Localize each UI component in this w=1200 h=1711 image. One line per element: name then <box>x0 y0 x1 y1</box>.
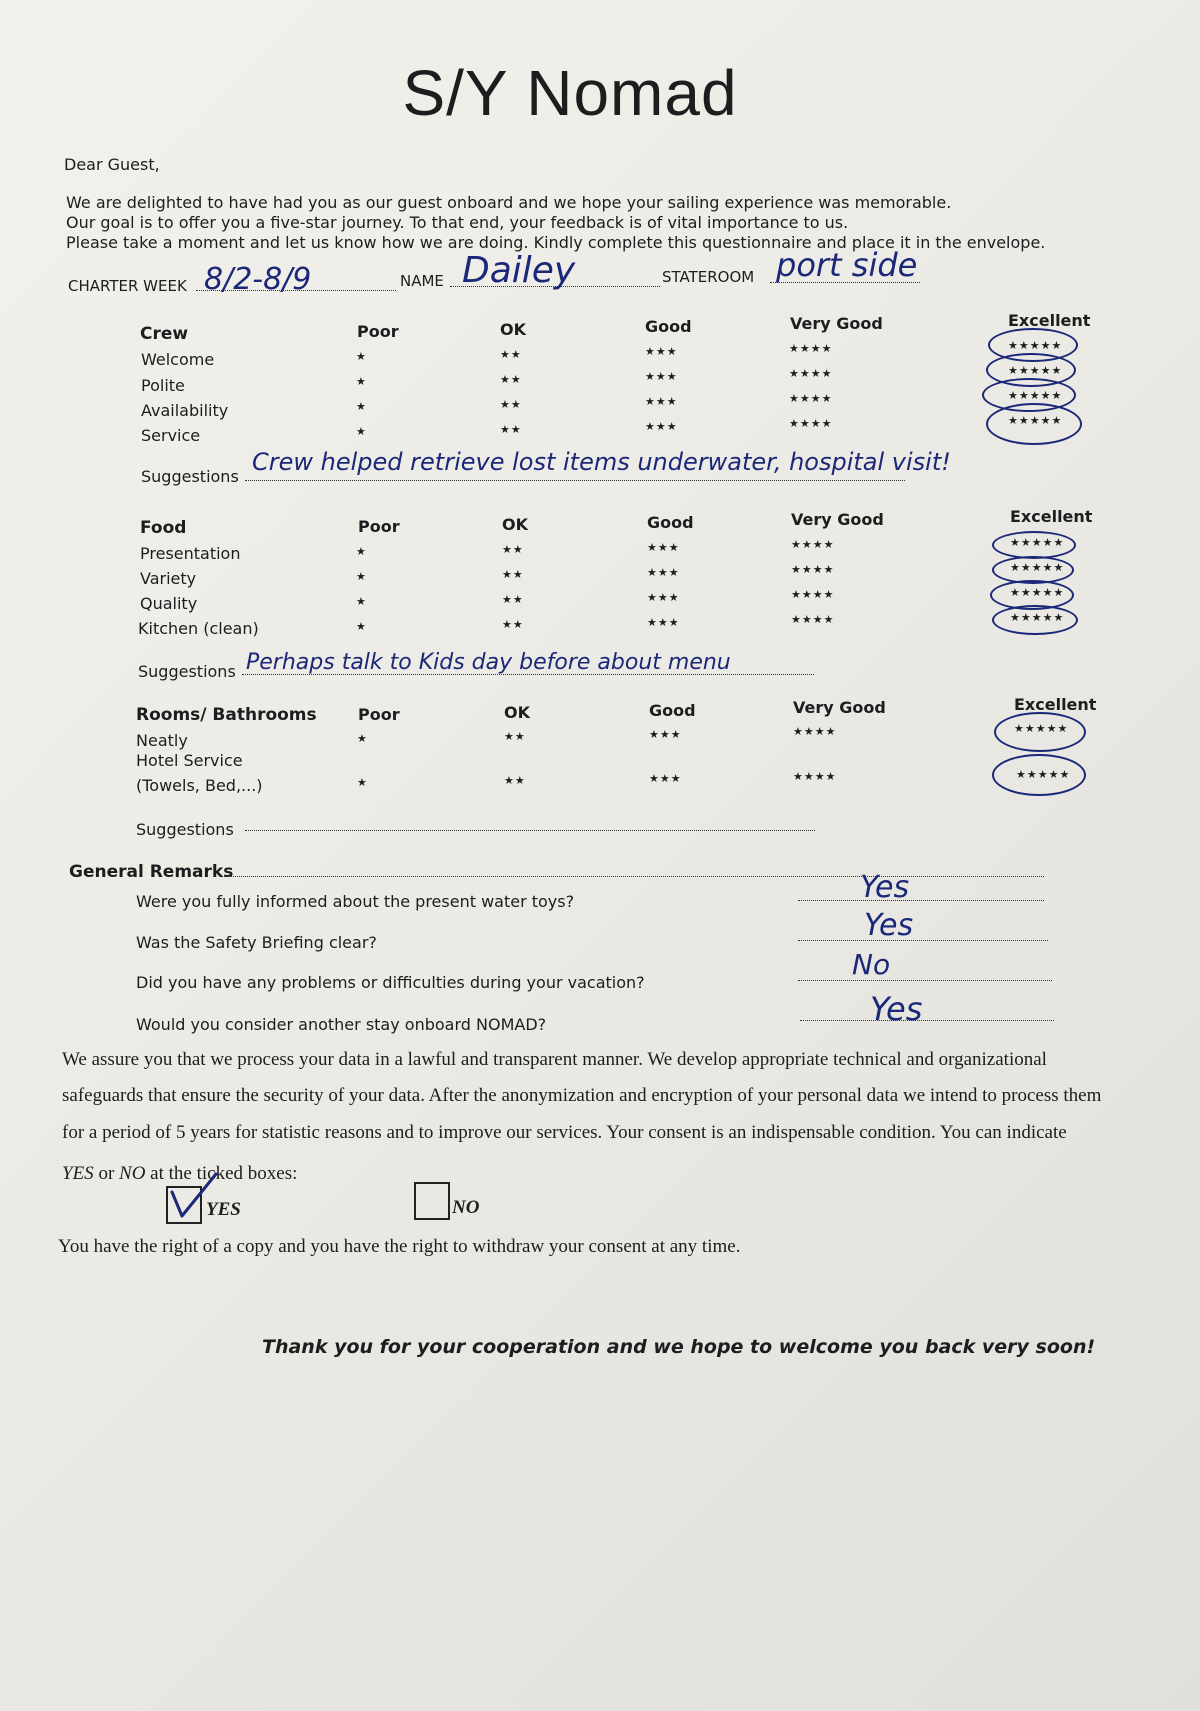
food-kitchen-selection-circle <box>992 605 1078 635</box>
food-poor-header: Poor <box>358 517 400 536</box>
food-quality-excellent[interactable]: ★★★★★ <box>1010 586 1065 599</box>
stateroom-label: STATEROOM <box>662 268 755 286</box>
crew-excellent-header: Excellent <box>1008 311 1091 330</box>
rooms-good-header: Good <box>649 701 696 720</box>
rooms-hotel-service-very-good[interactable]: ★★★★ <box>793 770 837 783</box>
privacy-or-word: or <box>93 1163 120 1184</box>
crew-polite-good[interactable]: ★★★ <box>645 370 678 383</box>
rooms-hotel-service-poor[interactable]: ★ <box>357 776 368 789</box>
food-kitchen-excellent[interactable]: ★★★★★ <box>1010 611 1065 624</box>
crew-suggestions-label: Suggestions <box>141 467 239 486</box>
rooms-item-neatly: Neatly <box>136 731 188 750</box>
crew-availability-excellent[interactable]: ★★★★★ <box>1008 389 1063 402</box>
privacy-ticked-boxes-text: at the ticked boxes: <box>145 1163 298 1184</box>
crew-ok-header: OK <box>500 320 526 339</box>
food-variety-ok[interactable]: ★★ <box>502 568 524 581</box>
general-answer-line-stay-again <box>800 1020 1054 1021</box>
food-variety-very-good[interactable]: ★★★★ <box>791 563 835 576</box>
general-question-safety-briefing: Was the Safety Briefing clear? <box>136 933 377 952</box>
food-suggestions-label: Suggestions <box>138 662 236 681</box>
general-answer-water-toys[interactable]: Yes <box>860 870 910 905</box>
rooms-neatly-good[interactable]: ★★★ <box>649 728 682 741</box>
crew-service-selection-circle <box>986 403 1082 445</box>
general-remarks-line <box>224 876 1044 877</box>
crew-service-ok[interactable]: ★★ <box>500 423 522 436</box>
food-item-quality: Quality <box>140 594 198 613</box>
rooms-item-towels-bed: (Towels, Bed,...) <box>136 776 263 795</box>
food-good-header: Good <box>647 513 694 532</box>
crew-polite-poor[interactable]: ★ <box>356 375 367 388</box>
stateroom-field[interactable]: port side <box>776 246 918 284</box>
intro-line-1: We are delighted to have had you as our guest onboard and we hope your sailing experience was memorable. <box>66 193 952 212</box>
crew-welcome-ok[interactable]: ★★ <box>500 348 522 361</box>
crew-welcome-poor[interactable]: ★ <box>356 350 367 363</box>
crew-item-polite: Polite <box>141 376 185 395</box>
rooms-hotel-service-selection-circle <box>992 754 1086 796</box>
crew-polite-ok[interactable]: ★★ <box>500 373 522 386</box>
crew-availability-poor[interactable]: ★ <box>356 400 367 413</box>
privacy-no-word: NO <box>119 1163 146 1184</box>
rooms-hotel-service-ok[interactable]: ★★ <box>504 774 526 787</box>
general-answer-safety-briefing[interactable]: Yes <box>864 908 914 943</box>
rooms-very-good-header: Very Good <box>793 698 886 717</box>
food-presentation-poor[interactable]: ★ <box>356 545 367 558</box>
greeting: Dear Guest, <box>64 155 160 174</box>
food-variety-excellent[interactable]: ★★★★★ <box>1010 561 1065 574</box>
crew-suggestions-field[interactable]: Crew helped retrieve lost items underwater, hospital visit! <box>252 448 951 476</box>
crew-good-header: Good <box>645 317 692 336</box>
general-answer-problems[interactable]: No <box>852 948 891 981</box>
rooms-neatly-poor[interactable]: ★ <box>357 732 368 745</box>
food-quality-poor[interactable]: ★ <box>356 595 367 608</box>
food-item-presentation: Presentation <box>140 544 241 563</box>
food-kitchen-poor[interactable]: ★ <box>356 620 367 633</box>
crew-poor-header: Poor <box>357 322 399 341</box>
crew-availability-very-good[interactable]: ★★★★ <box>789 392 833 405</box>
food-presentation-ok[interactable]: ★★ <box>502 543 524 556</box>
rooms-suggestions-line <box>245 830 815 831</box>
general-question-water-toys: Were you fully informed about the present water toys? <box>136 892 575 911</box>
general-answer-line-water-toys <box>798 900 1044 901</box>
food-quality-good[interactable]: ★★★ <box>647 591 680 604</box>
crew-availability-good[interactable]: ★★★ <box>645 395 678 408</box>
food-variety-poor[interactable]: ★ <box>356 570 367 583</box>
privacy-line-1: We assure you that we process your data in a lawful and transparent manner. We develop appropriate technical and organizational <box>62 1049 1047 1070</box>
crew-welcome-good[interactable]: ★★★ <box>645 345 678 358</box>
privacy-rights: You have the right of a copy and you have the right to withdraw your consent at any time. <box>58 1236 741 1257</box>
privacy-yes-word: YES <box>62 1163 94 1184</box>
rooms-ok-header: OK <box>504 703 530 722</box>
food-presentation-good[interactable]: ★★★ <box>647 541 680 554</box>
name-field[interactable]: Dailey <box>462 250 576 291</box>
rooms-item-hotel-service: Hotel Service <box>136 751 243 770</box>
consent-no-label: NO <box>452 1197 480 1218</box>
crew-availability-ok[interactable]: ★★ <box>500 398 522 411</box>
general-question-stay-again: Would you consider another stay onboard NOMAD? <box>136 1015 547 1034</box>
privacy-line-2: safeguards that ensure the security of your data. After the anonymization and encryption of your personal data we intend to process them <box>62 1085 1102 1106</box>
food-presentation-selection-circle <box>992 531 1076 559</box>
crew-polite-very-good[interactable]: ★★★★ <box>789 367 833 380</box>
rooms-suggestions-label: Suggestions <box>136 820 234 839</box>
rooms-neatly-ok[interactable]: ★★ <box>504 730 526 743</box>
general-question-problems: Did you have any problems or difficulties during your vacation? <box>136 973 645 992</box>
crew-welcome-very-good[interactable]: ★★★★ <box>789 342 833 355</box>
food-item-variety: Variety <box>140 569 197 588</box>
general-answer-stay-again[interactable]: Yes <box>870 990 923 1028</box>
charter-week-field[interactable]: 8/2-8/9 <box>204 262 312 297</box>
crew-service-very-good[interactable]: ★★★★ <box>789 417 833 430</box>
rooms-neatly-excellent[interactable]: ★★★★★ <box>1014 722 1069 735</box>
food-presentation-very-good[interactable]: ★★★★ <box>791 538 835 551</box>
food-heading: Food <box>140 518 187 538</box>
crew-heading: Crew <box>140 324 189 344</box>
rooms-hotel-service-good[interactable]: ★★★ <box>649 772 682 785</box>
general-answer-line-problems <box>798 980 1052 981</box>
crew-item-service: Service <box>141 426 201 445</box>
rooms-neatly-selection-circle <box>994 712 1086 752</box>
privacy-line-3: for a period of 5 years for statistic reasons and to improve our services. Your consent is an indispensable condition. You can indicate <box>62 1122 1067 1143</box>
crew-item-welcome: Welcome <box>141 350 215 369</box>
crew-service-good[interactable]: ★★★ <box>645 420 678 433</box>
food-kitchen-very-good[interactable]: ★★★★ <box>791 613 835 626</box>
rooms-excellent-header: Excellent <box>1014 695 1097 714</box>
consent-no-checkbox[interactable] <box>414 1182 450 1220</box>
rooms-heading: Rooms/ Bathrooms <box>136 705 317 725</box>
intro-line-3: Please take a moment and let us know how we are doing. Kindly complete this questionnaire and place it in the envelope. <box>66 233 1046 252</box>
food-kitchen-ok[interactable]: ★★ <box>502 618 524 631</box>
crew-service-excellent[interactable]: ★★★★★ <box>1008 414 1063 427</box>
general-answer-line-safety-briefing <box>798 940 1048 941</box>
consent-yes-label: YES <box>206 1199 241 1220</box>
form-title: S/Y Nomad <box>402 57 738 129</box>
food-presentation-excellent[interactable]: ★★★★★ <box>1010 536 1065 549</box>
food-suggestions-field[interactable]: Perhaps talk to Kids day before about menu <box>246 650 731 675</box>
food-quality-very-good[interactable]: ★★★★ <box>791 588 835 601</box>
food-variety-good[interactable]: ★★★ <box>647 566 680 579</box>
intro-line-2: Our goal is to offer you a five-star journey. To that end, your feedback is of vital importance to us. <box>66 213 849 232</box>
crew-suggestions-line <box>245 480 905 481</box>
crew-service-poor[interactable]: ★ <box>356 425 367 438</box>
food-ok-header: OK <box>502 515 528 534</box>
general-remarks-label: General Remarks <box>69 862 234 882</box>
charter-week-label: CHARTER WEEK <box>68 277 187 295</box>
food-very-good-header: Very Good <box>791 510 884 529</box>
food-excellent-header: Excellent <box>1010 507 1093 526</box>
crew-item-availability: Availability <box>141 401 229 420</box>
consent-yes-checkbox[interactable] <box>166 1186 202 1224</box>
food-item-kitchen: Kitchen (clean) <box>138 619 259 638</box>
name-label: NAME <box>400 272 444 290</box>
rooms-neatly-very-good[interactable]: ★★★★ <box>793 725 837 738</box>
crew-polite-excellent[interactable]: ★★★★★ <box>1008 364 1063 377</box>
crew-welcome-excellent[interactable]: ★★★★★ <box>1008 339 1063 352</box>
food-quality-ok[interactable]: ★★ <box>502 593 524 606</box>
rooms-poor-header: Poor <box>358 705 400 724</box>
rooms-hotel-service-excellent[interactable]: ★★★★★ <box>1016 768 1071 781</box>
food-kitchen-good[interactable]: ★★★ <box>647 616 680 629</box>
crew-very-good-header: Very Good <box>790 314 883 333</box>
thank-you-message: Thank you for your cooperation and we hope to welcome you back very soon! <box>262 1336 1096 1358</box>
